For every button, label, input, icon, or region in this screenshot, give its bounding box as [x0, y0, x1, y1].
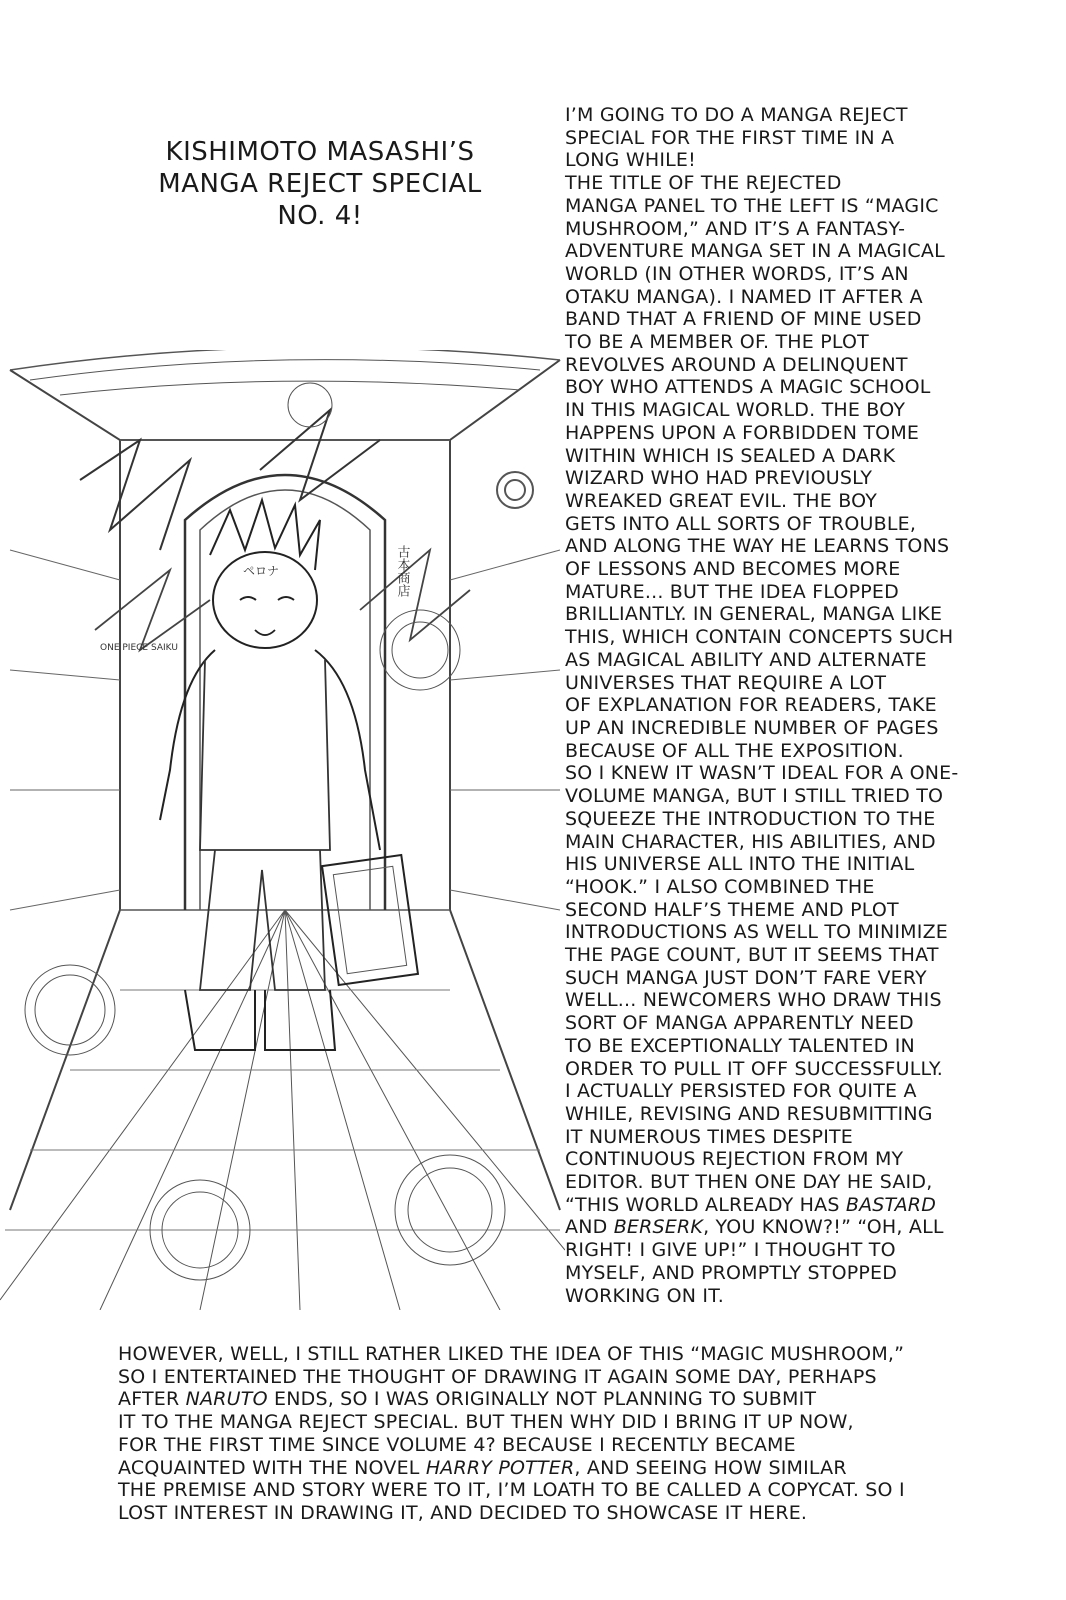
- text-line: [565, 762, 1035, 785]
- text-segment: UP AN INCREDIBLE NUMBER OF PAGES: [565, 716, 939, 739]
- text-segment: GETS INTO ALL SORTS OF TROUBLE,: [565, 512, 917, 535]
- text-segment: WITHIN WHICH IS SEALED A DARK: [565, 444, 896, 467]
- text-segment: OF LESSONS AND BECOMES MORE: [565, 558, 901, 581]
- text-segment: ACQUAINTED WITH THE NOVEL: [118, 1456, 426, 1479]
- text-line: [565, 1194, 1035, 1217]
- text-segment: RIGHT! I GIVE UP!” I THOUGHT TO: [565, 1239, 896, 1262]
- text-line: [118, 1502, 1018, 1525]
- right-column-text: [565, 104, 1035, 1307]
- text-segment: EDITOR. BUT THEN ONE DAY HE SAID,: [565, 1171, 933, 1194]
- text-segment: TO BE EXCEPTIONALLY TALENTED IN: [565, 1034, 915, 1057]
- text-line: [118, 1411, 1018, 1434]
- text-segment: SQUEEZE THE INTRODUCTION TO THE: [565, 807, 936, 830]
- text-line: [565, 513, 1035, 536]
- text-line: [565, 921, 1035, 944]
- text-segment: CONTINUOUS REJECTION FROM MY: [565, 1148, 904, 1171]
- text-segment: HOWEVER, WELL, I STILL RATHER LIKED THE IDEA OF THIS “MAGIC MUSHROOM,”: [118, 1343, 905, 1365]
- text-segment: ORDER TO PULL IT OFF SUCCESSFULLY.: [565, 1057, 944, 1080]
- text-line: [565, 1058, 1035, 1081]
- text-line: [565, 331, 1035, 354]
- text-line: [565, 1239, 1035, 1262]
- text-segment: OF EXPLANATION FOR READERS, TAKE: [565, 694, 937, 717]
- text-line: [118, 1434, 1018, 1457]
- text-segment: IT NUMEROUS TIMES DESPITE: [565, 1125, 854, 1148]
- text-segment: ENDS, SO I WAS ORIGINALLY NOT PLANNING TO SUBMIT: [267, 1388, 817, 1411]
- text-line: [565, 1216, 1035, 1239]
- text-line: [118, 1343, 1018, 1366]
- hanging-banner-text: 古本商店: [394, 545, 410, 597]
- text-segment: LOST INTEREST IN DRAWING IT, AND DECIDED TO SHOWCASE IT HERE.: [118, 1501, 808, 1524]
- bottom-paragraph: [118, 1343, 1018, 1525]
- text-line: [565, 603, 1035, 626]
- text-line: [565, 104, 1035, 127]
- text-segment: MATURE... BUT THE IDEA FLOPPED: [565, 580, 899, 603]
- text-line: [565, 1262, 1035, 1285]
- text-segment: AS MAGICAL ABILITY AND ALTERNATE: [565, 648, 927, 671]
- text-line: [565, 672, 1035, 695]
- text-segment: WHILE, REVISING AND RESUBMITTING: [565, 1102, 933, 1125]
- text-line: [565, 1080, 1035, 1103]
- text-segment: OTAKU MANGA). I NAMED IT AFTER A: [565, 285, 923, 308]
- text-line: [565, 240, 1035, 263]
- text-line: [565, 1148, 1035, 1171]
- text-segment: “THIS WORLD ALREADY HAS: [565, 1193, 846, 1216]
- italic-title-text: BASTARD: [845, 1193, 937, 1216]
- text-line: [565, 717, 1035, 740]
- italic-title-text: BERSERK: [613, 1216, 704, 1239]
- text-line: [118, 1479, 1018, 1502]
- text-segment: SORT OF MANGA APPARENTLY NEED: [565, 1012, 914, 1035]
- text-line: [565, 535, 1035, 558]
- text-line: [565, 989, 1035, 1012]
- text-segment: THIS, WHICH CONTAIN CONCEPTS SUCH: [565, 626, 954, 649]
- text-segment: THE PREMISE AND STORY WERE TO IT, I’M LOATH TO BE CALLED A COPYCAT. SO I: [118, 1479, 905, 1502]
- text-line: [565, 1171, 1035, 1194]
- text-line: [565, 626, 1035, 649]
- text-segment: I ACTUALLY PERSISTED FOR QUITE A: [565, 1080, 917, 1103]
- text-segment: IT TO THE MANGA REJECT SPECIAL. BUT THEN WHY DID I BRING IT UP NOW,: [118, 1411, 854, 1434]
- text-line: [565, 1126, 1035, 1149]
- text-segment: MUSHROOM,” AND IT’S A FANTASY-: [565, 217, 906, 240]
- text-segment: THE TITLE OF THE REJECTED: [565, 172, 842, 195]
- text-line: [565, 1012, 1035, 1035]
- text-segment: UNIVERSES THAT REQUIRE A LOT: [565, 671, 887, 694]
- text-line: [565, 308, 1035, 331]
- text-line: [118, 1388, 1018, 1411]
- text-line: [565, 263, 1035, 286]
- text-segment: VOLUME MANGA, BUT I STILL TRIED TO: [565, 785, 944, 808]
- text-segment: ADVENTURE MANGA SET IN A MAGICAL: [565, 240, 945, 263]
- text-line: [565, 1103, 1035, 1126]
- text-line: [565, 399, 1035, 422]
- text-line: [565, 422, 1035, 445]
- text-line: [565, 1285, 1035, 1308]
- page-title: KISHIMOTO MASASHI’S MANGA REJECT SPECIAL NO. 4!: [158, 137, 482, 231]
- text-segment: THE PAGE COUNT, BUT IT SEEMS THAT: [565, 944, 939, 967]
- text-line: [565, 853, 1035, 876]
- text-segment: AND: [565, 1216, 614, 1239]
- text-line: [565, 694, 1035, 717]
- text-line: [565, 490, 1035, 513]
- italic-title-text: NARUTO: [185, 1388, 268, 1411]
- text-segment: “HOOK.” I ALSO COMBINED THE: [565, 875, 875, 898]
- text-line: [565, 218, 1035, 241]
- text-segment: TO BE A MEMBER OF. THE PLOT: [565, 331, 869, 354]
- text-segment: WIZARD WHO HAD PREVIOUSLY: [565, 467, 873, 490]
- text-segment: LONG WHILE!: [565, 149, 696, 172]
- text-segment: REVOLVES AROUND A DELINQUENT: [565, 353, 908, 376]
- text-line: [565, 785, 1035, 808]
- text-segment: , AND SEEING HOW SIMILAR: [574, 1456, 847, 1479]
- text-segment: BECAUSE OF ALL THE EXPOSITION.: [565, 739, 904, 762]
- text-line: [565, 467, 1035, 490]
- text-line: [118, 1366, 1018, 1389]
- text-segment: , YOU KNOW?!” “OH, ALL: [703, 1216, 944, 1239]
- text-line: [565, 944, 1035, 967]
- text-line: [565, 286, 1035, 309]
- text-line: [565, 195, 1035, 218]
- text-line: [565, 876, 1035, 899]
- text-segment: IN THIS MAGICAL WORLD. THE BOY: [565, 399, 906, 422]
- text-segment: MANGA PANEL TO THE LEFT IS “MAGIC: [565, 194, 939, 217]
- text-line: [118, 1457, 1018, 1480]
- text-segment: HIS UNIVERSE ALL INTO THE INITIAL: [565, 853, 915, 876]
- text-line: [565, 808, 1035, 831]
- text-line: [565, 649, 1035, 672]
- text-segment: BRILLIANTLY. IN GENERAL, MANGA LIKE: [565, 603, 943, 626]
- text-segment: WORLD (IN OTHER WORDS, IT’S AN: [565, 262, 909, 285]
- text-line: [565, 127, 1035, 150]
- text-line: [565, 581, 1035, 604]
- text-line: [565, 354, 1035, 377]
- text-segment: HAPPENS UPON A FORBIDDEN TOME: [565, 421, 920, 444]
- text-segment: SECOND HALF’S THEME AND PLOT: [565, 898, 899, 921]
- text-segment: BAND THAT A FRIEND OF MINE USED: [565, 308, 922, 331]
- text-line: [565, 445, 1035, 468]
- text-segment: MYSELF, AND PROMPTLY STOPPED: [565, 1261, 898, 1284]
- text-segment: WORKING ON IT.: [565, 1284, 724, 1307]
- text-segment: MAIN CHARACTER, HIS ABILITIES, AND: [565, 830, 936, 853]
- text-line: [565, 172, 1035, 195]
- text-line: [565, 149, 1035, 172]
- text-line: [565, 899, 1035, 922]
- text-segment: I’M GOING TO DO A MANGA REJECT: [565, 104, 908, 126]
- text-segment: FOR THE FIRST TIME SINCE VOLUME 4? BECAUSE I RECENTLY BECAME: [118, 1433, 796, 1456]
- text-line: [565, 1035, 1035, 1058]
- text-line: [565, 967, 1035, 990]
- text-segment: SPECIAL FOR THE FIRST TIME IN A: [565, 126, 895, 149]
- text-line: [565, 558, 1035, 581]
- text-segment: WREAKED GREAT EVIL. THE BOY: [565, 489, 878, 512]
- text-line: [565, 740, 1035, 763]
- forehead-mark-text: ペロナ: [243, 564, 280, 578]
- text-line: [565, 831, 1035, 854]
- text-segment: SO I ENTERTAINED THE THOUGHT OF DRAWING IT AGAIN SOME DAY, PERHAPS: [118, 1365, 877, 1388]
- text-segment: SO I KNEW IT WASN’T IDEAL FOR A ONE-: [565, 762, 959, 785]
- text-line: [565, 376, 1035, 399]
- text-segment: AND ALONG THE WAY HE LEARNS TONS: [565, 535, 950, 558]
- text-segment: INTRODUCTIONS AS WELL TO MINIMIZE: [565, 921, 948, 944]
- italic-title-text: HARRY POTTER: [425, 1456, 575, 1479]
- shop-sign-text: ONE PIECE SAIKU: [100, 643, 178, 653]
- manga-sketch-illustration: [0, 350, 565, 1310]
- text-segment: BOY WHO ATTENDS A MAGIC SCHOOL: [565, 376, 931, 399]
- text-segment: SUCH MANGA JUST DON’T FARE VERY: [565, 966, 927, 989]
- text-segment: AFTER: [118, 1388, 186, 1411]
- text-segment: WELL... NEWCOMERS WHO DRAW THIS: [565, 989, 942, 1012]
